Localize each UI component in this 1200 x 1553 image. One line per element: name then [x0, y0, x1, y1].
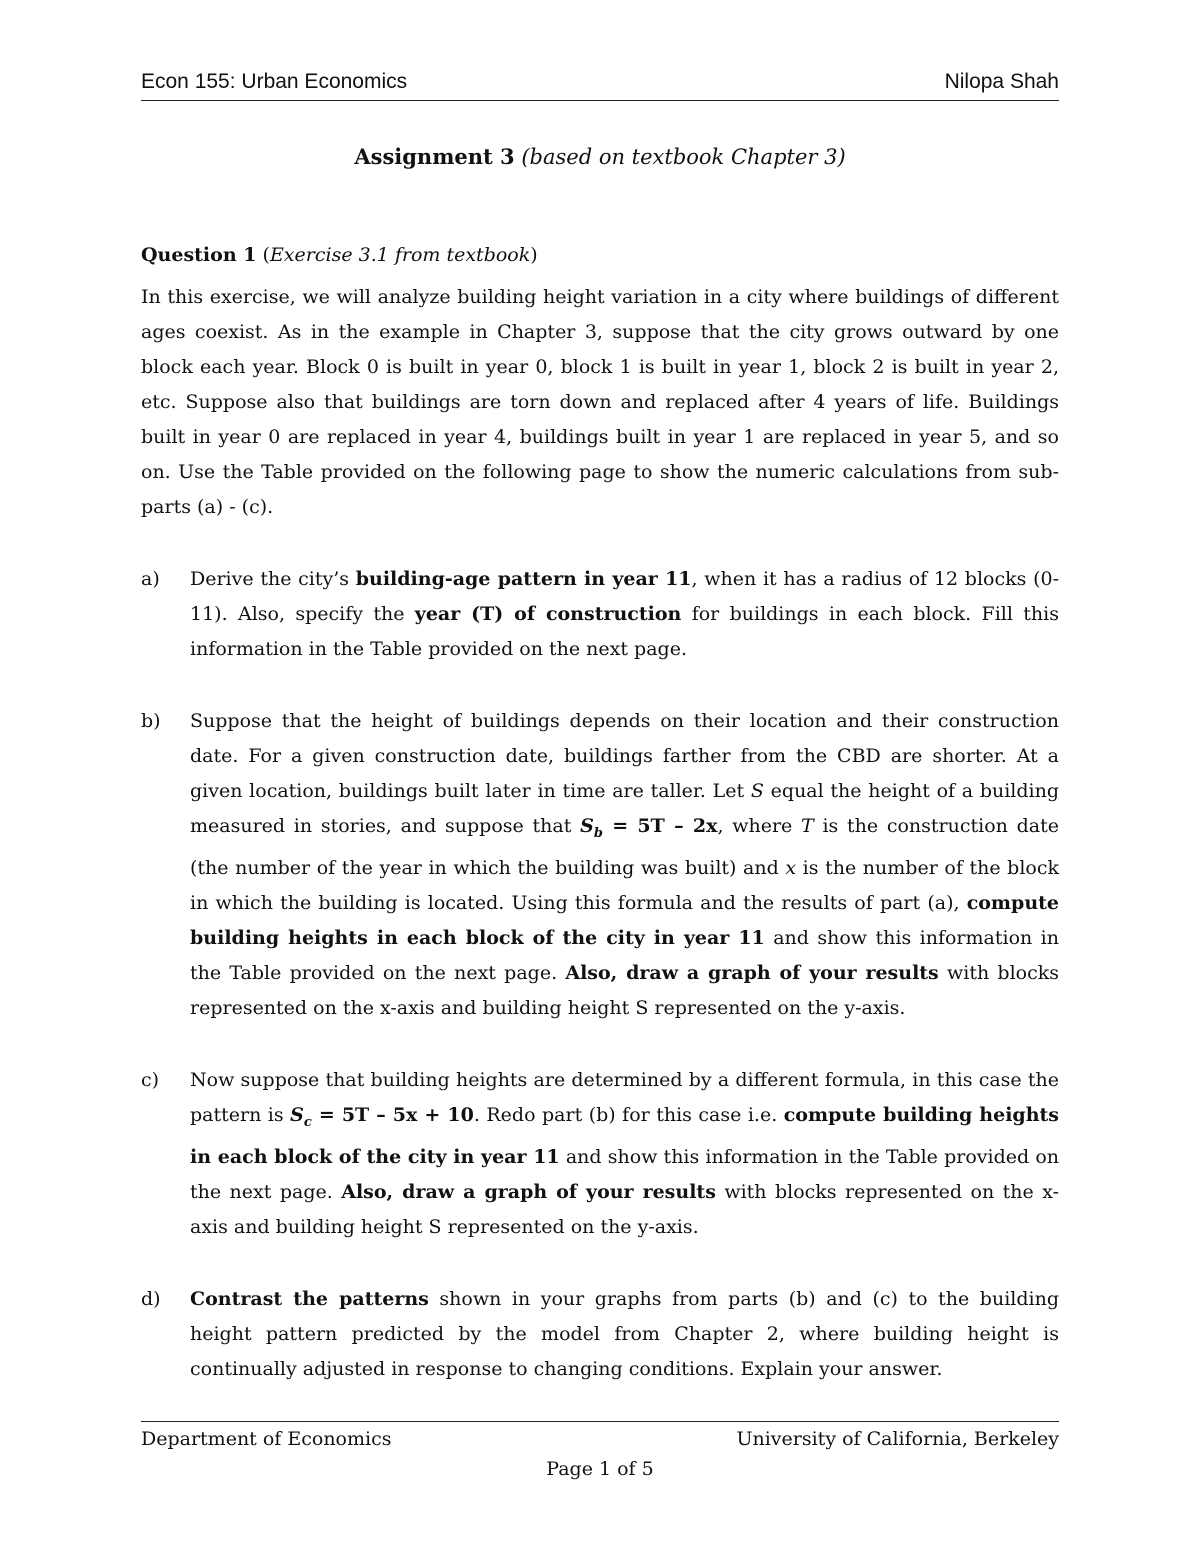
- course-title: Econ 155: Urban Economics: [141, 70, 408, 93]
- question-label: Question 1: [141, 244, 257, 266]
- page-number: Page 1 of 5: [546, 1458, 654, 1480]
- part-a: a) Derive the city’s building-age pattern in year 11, when it has a radius of 12 blocks (0-11). Also, specify the year (T) of construction for buildings in each block. Fill this information in the Table provided on the next page.: [141, 562, 1059, 667]
- part-c: c) Now suppose that building heights are determined by a different formula, in this case the pattern is $S_c = 5T - 5x + 10$. Redo part (b) for this case i.e. compute building heights in each block of the city in year 11 and show this information in the Table provided on the next page. Also, draw a graph of your results with blocks represented on the x-axis and building height S represented on the y-axis.: [141, 1063, 1059, 1245]
- part-d-label: d): [141, 1287, 161, 1310]
- question-heading: Question 1 (Exercise 3.1 from textbook): [141, 244, 538, 266]
- part-b: b) Suppose that the height of buildings depends on their location and their construction date. For a given construction date, buildings farther from the CBD are shorter. At a given location, buildings built later in time are taller. Let S equal the height of a building measured in stories, and suppose that $S_b = 5T - 2x$, where T is the construction date (the number of the year in which the building was built) and x is the number of the block in which the building is located. Using this formula and the results of part (a), compute building heights in each block of the city in year 11 and show this information in the Table provided on the next page. Also, draw a graph of your results with blocks represented on the x-axis and building height S represented on the y-axis.: [141, 704, 1059, 1026]
- part-a-label: a): [141, 568, 160, 590]
- formula-sb: $S_b = 5T - 2x$: [580, 815, 718, 841]
- university-name: University of California, Berkeley: [736, 1428, 1059, 1450]
- page-footer: [141, 1421, 1059, 1480]
- question-source: Exercise 3.1 from textbook: [269, 244, 531, 266]
- assignment-title: [0, 144, 1200, 169]
- department-name: Department of Economics: [141, 1428, 392, 1450]
- formula-sc: $S_c = 5T - 5x + 10$: [290, 1103, 474, 1130]
- question-intro: In this exercise, we will analyze building height variation in a city where buildings of different ages coexist. As in the example in Chapter 3, suppose that the city grows outward by one block each year. Block 0 is built in year 0, block 1 is built in year 1, block 2 is built in year 2, etc. Suppose also that buildings are torn down and replaced after 4 years of life. Buildings built in year 0 are replaced in year 4, buildings built in year 1 are replaced in year 5, and so on. Use the Table provided on the following page to show the numeric calculations from sub-parts (a) - (c).: [141, 286, 1059, 518]
- page-header: [141, 68, 1059, 101]
- author-name: Nilopa Shah: [944, 70, 1059, 93]
- main-content: [141, 238, 1059, 1387]
- part-b-label: b): [141, 710, 161, 732]
- assignment-title-note: (based on textbook Chapter 3): [521, 145, 846, 169]
- assignment-title-main: Assignment 3: [354, 144, 515, 169]
- part-d: d) Contrast the patterns shown in your graphs from parts (b) and (c) to the building height pattern predicted by the model from Chapter 2, where building height is continually adjusted in response to changing conditions. Explain your answer.: [141, 1282, 1059, 1387]
- part-c-label: c): [141, 1068, 160, 1091]
